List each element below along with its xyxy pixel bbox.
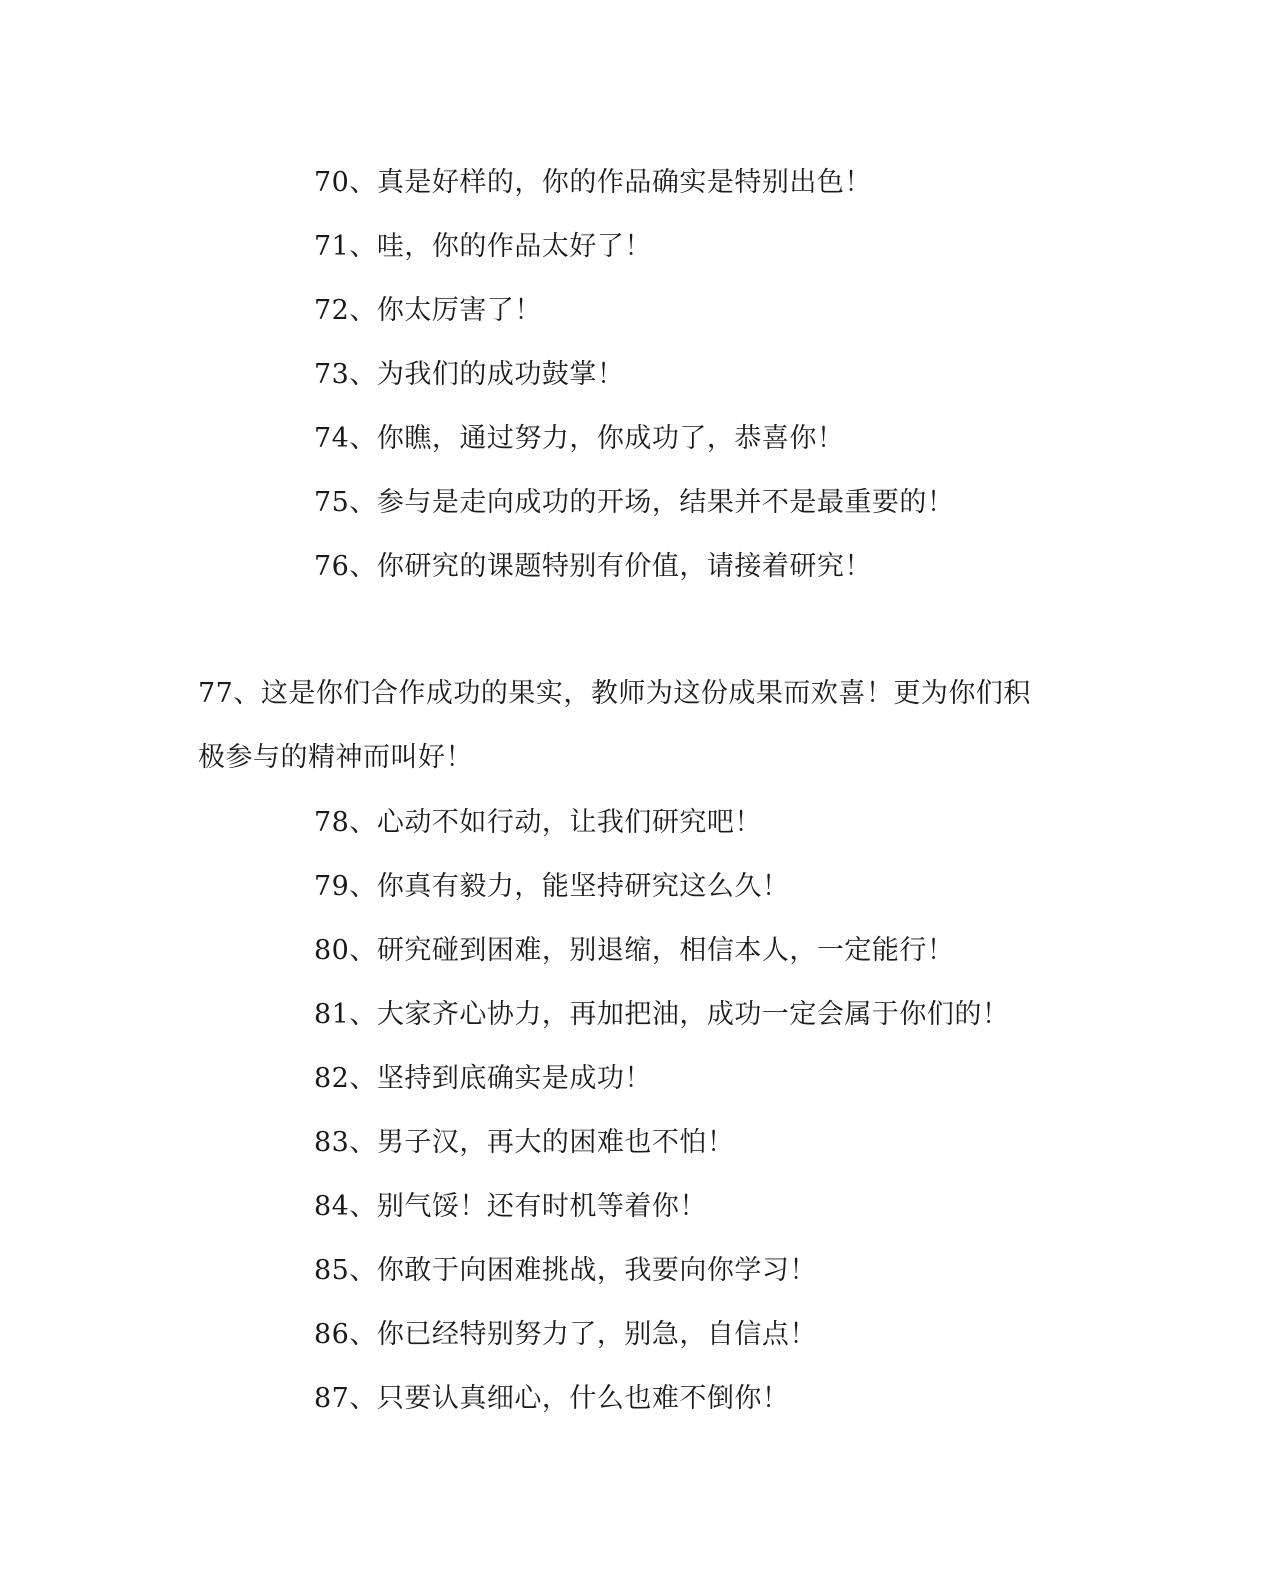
- list-item: 84、别气馁！还有时机等着你！: [314, 1191, 707, 1222]
- list-item: 79、你真有毅力，能坚持研究这么久！: [314, 871, 790, 902]
- paragraph-77-line-2: 极参与的精神而叫好！: [198, 742, 473, 773]
- list-item: 87、只要认真细心，什么也难不倒你！: [314, 1383, 790, 1414]
- list-item: 78、心动不如行动，让我们研究吧！: [314, 807, 762, 838]
- list-item: 81、大家齐心协力，再加把油，成功一定会属于你们的！: [314, 999, 1010, 1030]
- list-item: 80、研究碰到困难，别退缩，相信本人，一定能行！: [314, 935, 955, 966]
- list-item: 85、你敢于向困难挑战，我要向你学习！: [314, 1255, 817, 1286]
- list-item: 73、为我们的成功鼓掌！: [314, 359, 625, 390]
- list-item: 82、坚持到底确实是成功！: [314, 1063, 652, 1094]
- list-item: 83、男子汉，再大的困难也不怕！: [314, 1127, 735, 1158]
- list-item: 71、哇，你的作品太好了！: [314, 231, 652, 262]
- list-item: 76、你研究的课题特别有价值，请接着研究！: [314, 551, 872, 582]
- list-item: 86、你已经特别努力了，别急，自信点！: [314, 1319, 817, 1350]
- list-item: 74、你瞧，通过努力，你成功了，恭喜你！: [314, 423, 845, 454]
- list-item: 70、真是好样的，你的作品确实是特别出色！: [314, 167, 872, 198]
- list-item: 72、你太厉害了！: [314, 295, 542, 326]
- paragraph-77-line-1: 77、这是你们合作成功的果实，教师为这份成果而欢喜！更为你们积: [198, 678, 1031, 709]
- list-item: 75、参与是走向成功的开场，结果并不是最重要的！: [314, 487, 955, 518]
